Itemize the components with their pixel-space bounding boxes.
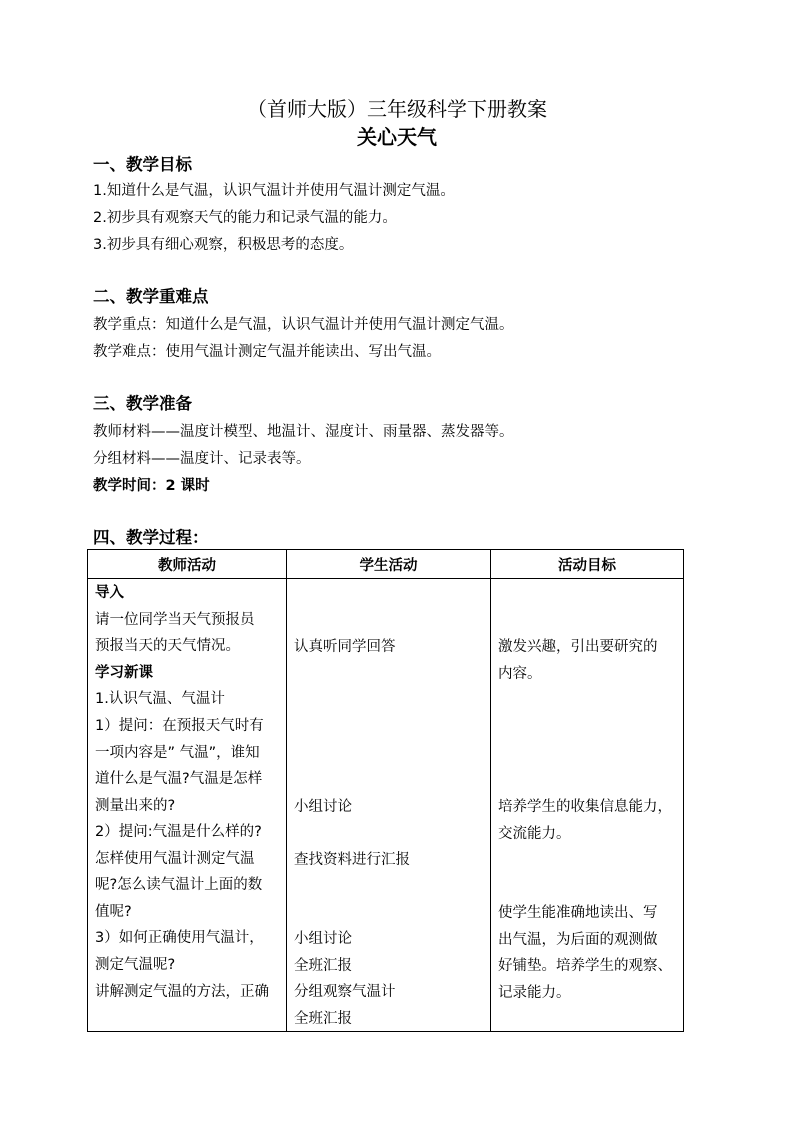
section-heading-key-points: 二、教学重难点 bbox=[93, 287, 209, 306]
teacher-line: 测定气温呢? bbox=[95, 957, 176, 973]
student-line: 分组观察气温计 bbox=[294, 984, 396, 1000]
goal-line: 激发兴趣，引出要研究的 bbox=[498, 639, 658, 655]
teacher-line: 一项内容是” 气温”，谁知 bbox=[95, 745, 260, 761]
document-subtitle: 关心天气 bbox=[357, 125, 437, 149]
key-point: 教学重点：知道什么是气温，认识气温计并使用气温计测定气温。 bbox=[93, 317, 514, 333]
goal-item-3: 3.初步具有细心观察，积极思考的态度。 bbox=[93, 237, 354, 253]
teacher-line: 呢?怎么读气温计上面的数 bbox=[95, 877, 263, 893]
table-row bbox=[88, 579, 684, 1032]
goal-line: 出气温，为后面的观测做 bbox=[498, 932, 658, 948]
teacher-line: 怎样使用气温计测定气温 bbox=[95, 851, 255, 867]
teacher-line: 道什么是气温?气温是怎样 bbox=[95, 771, 263, 787]
teacher-line: 3）如何正确使用气温计， bbox=[95, 930, 264, 946]
student-line: 全班汇报 bbox=[294, 958, 352, 974]
section-heading-preparation: 三、教学准备 bbox=[93, 394, 192, 413]
teaching-time: 教学时间：2 课时 bbox=[93, 478, 210, 494]
goal-line: 内容。 bbox=[498, 666, 542, 682]
teacher-materials: 教师材料——温度计模型、地温计、湿度计、雨量器、蒸发器等。 bbox=[93, 424, 514, 440]
student-line: 认真听同学回答 bbox=[294, 639, 396, 655]
teacher-line: 值呢? bbox=[95, 904, 132, 920]
group-materials: 分组材料——温度计、记录表等。 bbox=[93, 451, 311, 467]
student-line: 小组讨论 bbox=[294, 931, 352, 947]
teacher-line: 1）提问：在预报天气时有 bbox=[95, 718, 264, 734]
table-header-row bbox=[88, 550, 684, 579]
teacher-line: 学习新课 bbox=[95, 665, 153, 681]
teacher-line: 请一位同学当天气预报员 bbox=[95, 612, 255, 628]
goal-line: 好铺垫。培养学生的观察、 bbox=[498, 958, 672, 974]
student-line: 全班汇报 bbox=[294, 1011, 352, 1027]
activity-goal-cell bbox=[491, 579, 684, 1032]
column-header-student: 学生活动 bbox=[287, 550, 491, 579]
section-heading-process: 四、教学过程： bbox=[93, 528, 209, 547]
teacher-line: 讲解测定气温的方法，正确 bbox=[95, 984, 269, 1000]
teacher-line: 1.认识气温、气温计 bbox=[95, 691, 225, 707]
column-header-teacher: 教师活动 bbox=[88, 550, 287, 579]
difficult-point: 教学难点：使用气温计测定气温并能读出、写出气温。 bbox=[93, 344, 441, 360]
goal-line: 使学生能准确地读出、写 bbox=[498, 905, 658, 921]
column-header-goal: 活动目标 bbox=[491, 550, 684, 579]
teacher-line: 2）提问:气温是什么样的? bbox=[95, 824, 262, 840]
document-title: （首师大版）三年级科学下册教案 bbox=[247, 97, 547, 121]
teacher-line: 导入 bbox=[95, 585, 124, 601]
teacher-line: 测量出来的? bbox=[95, 798, 176, 814]
teacher-activity-cell bbox=[88, 579, 287, 1032]
student-line: 小组讨论 bbox=[294, 799, 352, 815]
student-line: 查找资料进行汇报 bbox=[294, 852, 410, 868]
goal-item-1: 1.知道什么是气温，认识气温计并使用气温计测定气温。 bbox=[93, 183, 455, 199]
goal-item-2: 2.初步具有观察天气的能力和记录气温的能力。 bbox=[93, 210, 397, 226]
goal-line: 交流能力。 bbox=[498, 826, 571, 842]
goal-line: 记录能力。 bbox=[498, 985, 571, 1001]
goal-line: 培养学生的收集信息能力， bbox=[498, 799, 672, 815]
teacher-line: 预报当天的天气情况。 bbox=[95, 638, 240, 654]
student-activity-cell bbox=[287, 579, 491, 1032]
section-heading-goals: 一、教学目标 bbox=[93, 155, 192, 174]
teaching-process-table bbox=[87, 549, 684, 1032]
